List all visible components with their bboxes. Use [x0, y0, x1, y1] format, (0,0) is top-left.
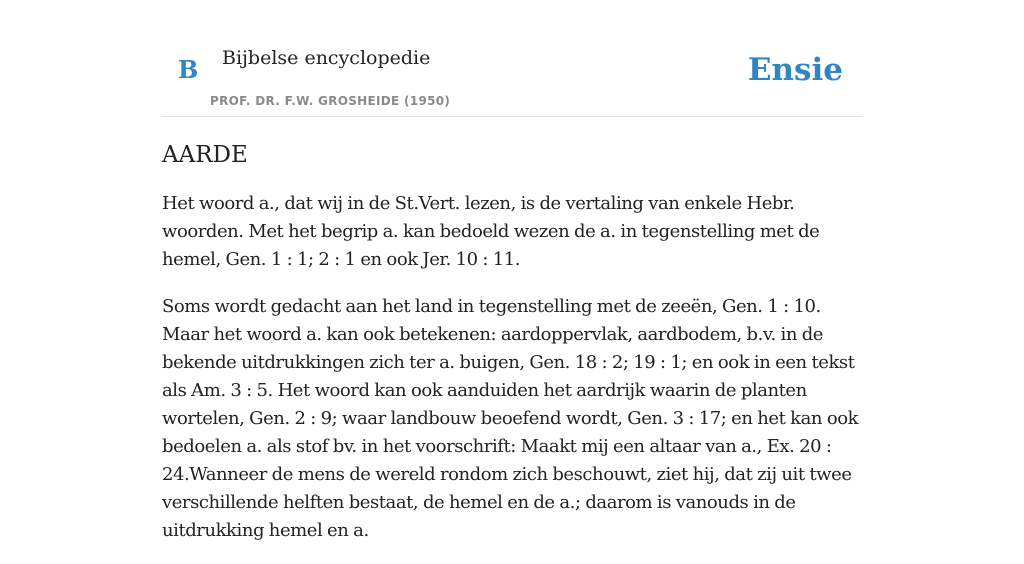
entry-content [162, 138, 862, 564]
entry-paragraph: Het woord a., dat wij in de St.Vert. lezen, is de vertaling van enkele Hebr. woorden. Met het begrip a. kan bedoeld wezen de a. in tegenstelling met de hemel, Gen. 1 : 1; 2 : 1 en ook Jer. 10 : 11. [162, 193, 820, 270]
entry-paragraph: Soms wordt gedacht aan het land in tegenstelling met de zeeën, Gen. 1 : 10. Maar het woord a. kan ook betekenen: aardoppervlak, aardbodem, b.v. in de bekende uitdrukkingen zich ter a. buigen, Gen. 18 : 2; 19 : 1; en ook in een tekst als Am. 3 : 5. Het woord kan ook aanduiden het aardrijk waarin de planten wortelen, Gen. 2 : 9; waar landbouw beoefend wordt, Gen. 3 : 17; en het kan ook bedoelen a. als stof bv. in het voorschrift: Maakt mij een altaar van a., Ex. 20 : 24.Wanneer de mens de wereld rondom zich beschouwt, ziet hij, dat zij uit twee verschillende helften bestaat, de hemel en de a.; daarom is vanouds in de uitdrukking hemel en a. [162, 296, 859, 541]
book-author: PROF. DR. F.W. GROSHEIDE (1950) [210, 94, 451, 108]
entry-title: AARDE [162, 142, 248, 168]
ensie-logo-link[interactable]: Ensie [747, 52, 843, 88]
book-logo-icon[interactable]: B [178, 55, 199, 84]
book-title-link[interactable]: Bijbelse encyclopedie [222, 47, 431, 69]
header [162, 0, 862, 117]
